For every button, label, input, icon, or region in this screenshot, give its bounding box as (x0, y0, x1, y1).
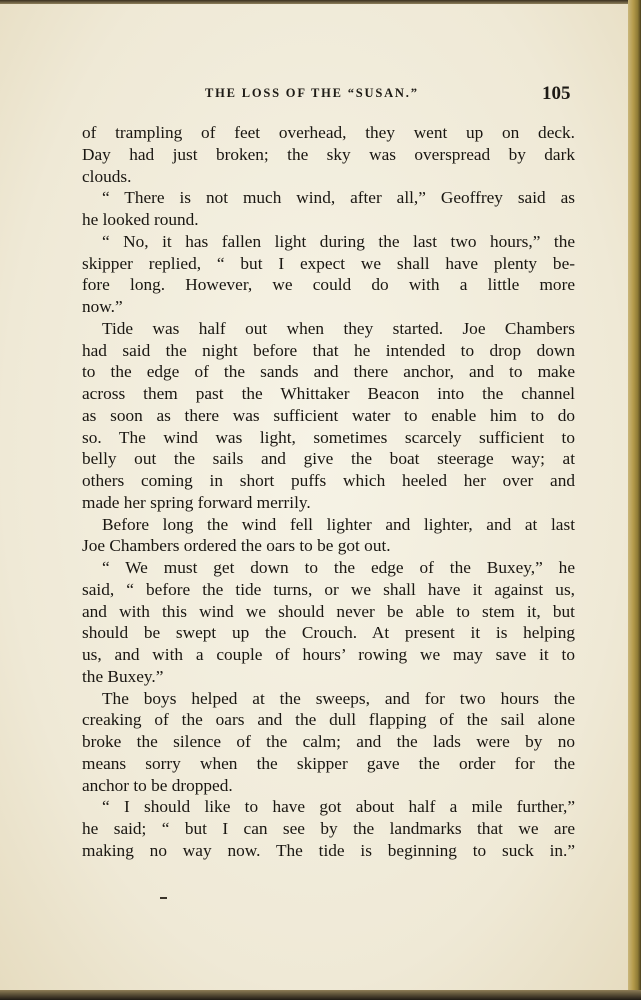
text-line: should be swept up the Crouch. At present it is helping (82, 623, 575, 643)
text-line: skipper replied, “ but I expect we shall have plenty be- (82, 253, 575, 273)
text-line: belly out the sails and give the boat steerage way; at (82, 449, 575, 469)
text-line: across them past the Whittaker Beacon into the channel (82, 384, 575, 403)
bottom-edge-shadow (0, 990, 641, 1000)
text-line: “ There is not much wind, after all,” Geoffrey said as (102, 188, 575, 208)
text-line: so. The wind was light, sometimes scarcely sufficient to (82, 427, 575, 447)
book-gutter (628, 0, 641, 1000)
text-line: made her spring forward merrily. (82, 492, 311, 512)
text-line: he said; “ but I can see by the landmarks that we are (82, 819, 575, 838)
text-line: Day had just broken; the sky was overspread by dark (82, 144, 575, 164)
page-mark (160, 897, 167, 899)
text-line: of trampling of feet overhead, they went up on deck. (82, 123, 575, 142)
text-line: making no way now. The tide is beginning to suck in.” (82, 840, 575, 860)
text-line: clouds. (82, 166, 132, 186)
text-line: to the edge of the sands and there anchor, and to make (82, 362, 575, 382)
text-line: “ I should like to have got about half a mile further,” (102, 797, 575, 817)
text-line: fore long. However, we could do with a little more (82, 275, 575, 295)
text-line: The boys helped at the sweeps, and for two hours the (102, 688, 575, 708)
page-header (0, 83, 600, 106)
text-line: “ No, it has fallen light during the last two hours,” the (102, 231, 575, 251)
text-line: anchor to be dropped. (82, 775, 233, 795)
text-line: broke the silence of the calm; and the lads were by no (82, 732, 575, 751)
page-number: 105 (542, 83, 571, 104)
book-page (0, 4, 628, 992)
text-line: creaking of the oars and the dull flapping of the sail alone (82, 710, 575, 730)
text-line: now.” (82, 297, 123, 316)
text-line: us, and with a couple of hours’ rowing we may save it to (82, 645, 575, 664)
text-line: he looked round. (82, 210, 199, 229)
text-line: had said the night before that he intended to drop down (82, 340, 575, 360)
text-line: said, “ before the tide turns, or we shall have it against us, (82, 579, 575, 599)
text-line: Joe Chambers ordered the oars to be got out. (82, 536, 391, 556)
text-line: as soon as there was sufficient water to enable him to do (82, 405, 575, 425)
text-line: and with this wind we should never be able to stem it, but (82, 601, 575, 621)
text-line: “ We must get down to the edge of the Buxey,” he (102, 558, 575, 577)
text-line: Tide was half out when they started. Joe Chambers (102, 318, 575, 338)
text-line: others coming in short puffs which heeled her over and (82, 471, 575, 490)
text-line: means sorry when the skipper gave the order for the (82, 753, 575, 773)
running-title: THE LOSS OF THE “SUSAN.” (205, 86, 419, 100)
body-text (82, 122, 575, 862)
text-line: Before long the wind fell lighter and lighter, and at last (102, 514, 575, 534)
text-line: the Buxey.” (82, 666, 164, 686)
